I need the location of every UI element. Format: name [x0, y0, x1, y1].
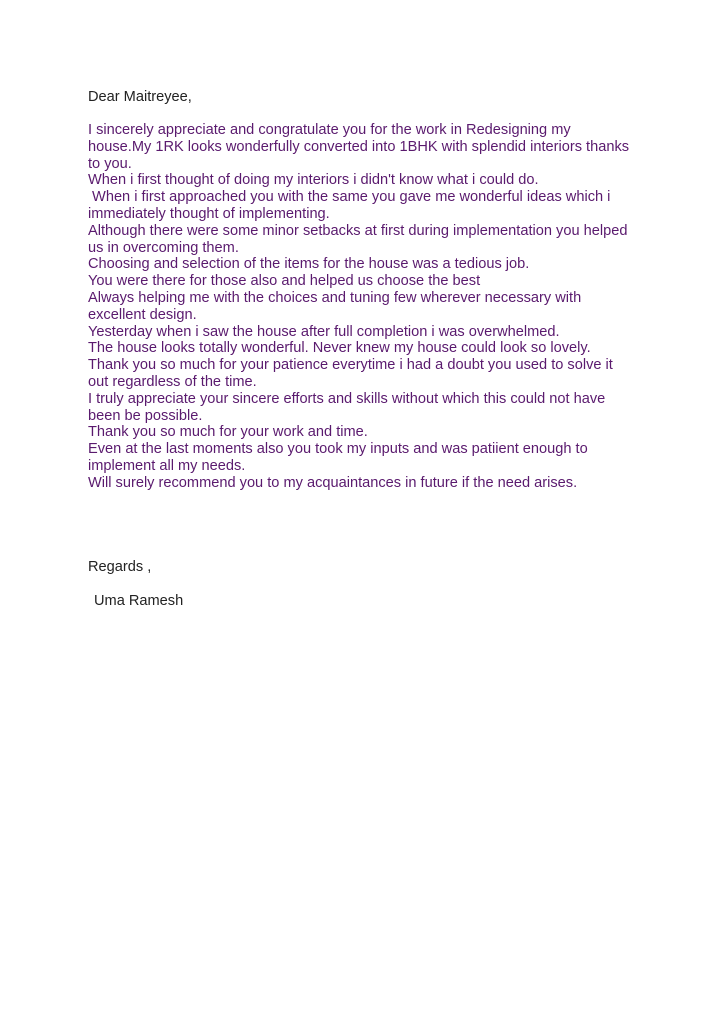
body-line: Yesterday when i saw the house after full completion i was overwhelmed.: [88, 323, 560, 340]
body-line: When i first thought of doing my interiors i didn't know what i could do.: [88, 172, 539, 189]
body-line: You were there for those also and helped us choose the best: [88, 273, 481, 290]
body-line: Although there were some minor setbacks at first during implementation you helped: [88, 222, 628, 239]
body-line: Always helping me with the choices and tuning few wherever necessary with: [88, 289, 582, 306]
body-line: excellent design.: [88, 306, 197, 323]
salutation: Dear Maitreyee,: [88, 89, 192, 105]
body-line: immediately thought of implementing.: [88, 205, 330, 222]
body-line: Even at the last moments also you took my inputs and was patiient enough to: [88, 441, 588, 458]
body-line: us in overcoming them.: [88, 239, 239, 256]
body-line: Choosing and selection of the items for the house was a tedious job.: [88, 256, 530, 273]
body-line: out regardless of the time.: [88, 373, 257, 390]
body-line: The house looks totally wonderful. Never knew my house could look so lovely.: [88, 340, 591, 357]
body-line: Thank you so much for your work and time.: [88, 424, 368, 441]
closing: Regards ,: [88, 559, 152, 575]
body-line: I truly appreciate your sincere efforts and skills without which this could not have: [88, 390, 606, 407]
signature: Uma Ramesh: [94, 593, 184, 609]
body-line: been be possible.: [88, 407, 203, 424]
letter-body: [88, 122, 648, 492]
body-line: I sincerely appreciate and congratulate you for the work in Redesigning my: [88, 122, 571, 138]
body-line: Thank you so much for your patience everytime i had a doubt you used to solve it: [88, 357, 613, 374]
body-line: house.My 1RK looks wonderfully converted into 1BHK with splendid interiors thanks: [88, 138, 630, 155]
body-line: to you.: [88, 155, 132, 172]
body-line: Will surely recommend you to my acquaintances in future if the need arises.: [88, 474, 578, 491]
body-line: implement all my needs.: [88, 457, 246, 474]
body-line: When i first approached you with the same you gave me wonderful ideas which i: [88, 189, 611, 206]
